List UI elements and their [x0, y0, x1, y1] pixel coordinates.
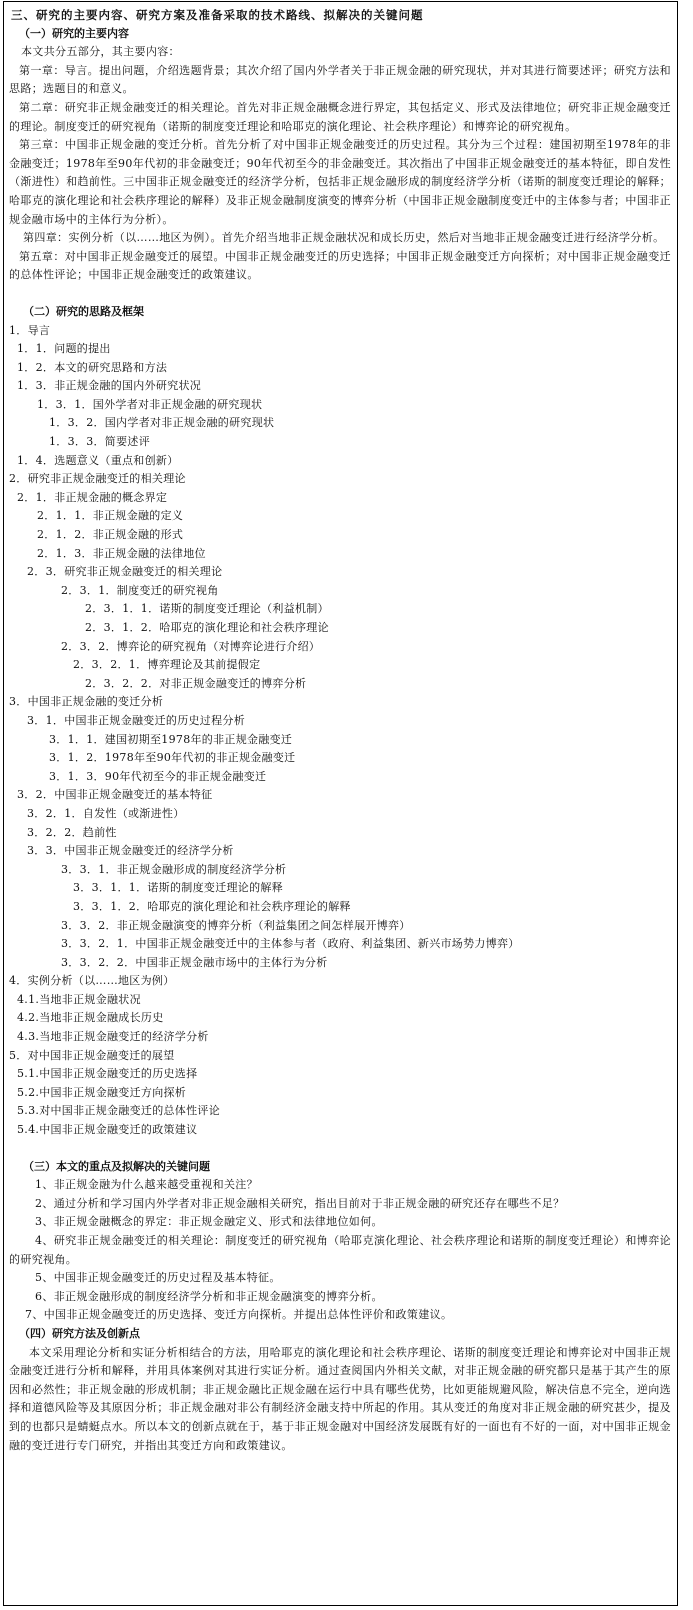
outline-item: 3．3．1．非正规金融形成的制度经济学分析: [61, 862, 287, 876]
outline-item: 3．中国非正规金融的变迁分析: [9, 695, 164, 709]
section-title: 三、研究的主要内容、研究方案及准备采取的技术路线、拟解决的关键问题: [11, 8, 424, 22]
methods-paragraph: 本文采用理论分析和实证分析相结合的方法，用哈耶克的演化理论和社会秩序理论、诺斯的制度变迁理论和博弈论对中国非正规金融变迁进行分析和解释，并用具体案例对其进行实证分析。通过查阅国内外相关文献，对非正规金融的研究都只是基于其产生的原因和必然性；非正规金融的形成机制；非正规金融比正规金融在运行中具有哪些优势，比如更能规避风险，解决信息不完全，逆向选择和道德风险等及其原因分析；非正规金融对非公有制经济金融支持中所起的作用。其从变迁的角度对非正规金融的研究甚少，提及到的也都只是蜻蜓点水。所以本文的创新点就在于，基于非正规金融对中国经济发展既有好的一面也有不好的一面，对中国非正规金融的变迁进行专门研究，并指出其变迁方向和政策建议。: [9, 1345, 671, 1452]
outline-item: 3．3．2．非正规金融演变的博弈分析（利益集团之间怎样展开博弈）: [61, 918, 411, 932]
outline-item: 1．3．2．国内学者对非正规金融的研究现状: [49, 416, 275, 430]
outline-item: 2．3．2．1．博弈理论及其前提假定: [73, 658, 261, 672]
outline-item: 1．3．非正规金融的国内外研究状况: [17, 379, 202, 393]
key-question-item: 2、通过分析和学习国内外学者对非正规金融相关研究，指出目前对于非正规金融的研究还存在哪些不足？: [35, 1196, 565, 1210]
outline-item: 3．3．1．2．哈耶克的演化理论和社会秩序理论的解释: [73, 899, 351, 913]
outline-item: 1．3．1．国外学者对非正规金融的研究现状: [37, 397, 263, 411]
outline-item: 3．1．中国非正规金融变迁的历史过程分析: [27, 713, 245, 727]
outline-item: 2．3．1．制度变迁的研究视角: [61, 583, 219, 597]
outline-item: 2．3．2．博弈论的研究视角（对博弈论进行介绍）: [61, 639, 321, 653]
outline-item: 3．2．中国非正规金融变迁的基本特征: [17, 788, 213, 802]
outline-item: 3．2．1．自发性（或渐进性）: [27, 806, 185, 820]
outline-item: 4.1.当地非正规金融状况: [17, 992, 141, 1006]
chapter1-paragraph: 第一章：导言。提出问题，介绍选题背景；其次介绍了国内外学者关于非正规金融的研究现状，并对其进行简要述评；研究方法和思路；选题目的和意义。: [9, 63, 671, 96]
key-question-item: 7、中国非正规金融变迁的历史选择、变迁方向探析。并提出总体性评价和政策建议。: [25, 1308, 453, 1322]
outline-item: 3．3．1．1．诺斯的制度变迁理论的解释: [73, 881, 283, 895]
outline-item: 2．研究非正规金融变迁的相关理论: [9, 472, 186, 486]
outline-item: 1．1．问题的提出: [17, 342, 111, 356]
chapter4-paragraph: 第四章：实例分析（以……地区为例）。首先介绍当地非正规金融状况和成长历史，然后对当地非正规金融变迁进行经济学分析。: [23, 231, 665, 245]
part2-heading: （二）研究的思路及框架: [23, 304, 144, 318]
outline-item: 3．1．2．1978年至90年代初的非正规金融变迁: [49, 751, 296, 765]
outline-item: 5.1.中国非正规金融变迁的历史选择: [17, 1067, 198, 1081]
outline-item: 2．1．3．非正规金融的法律地位: [37, 546, 206, 560]
chapter2-paragraph: 第二章：研究非正规金融变迁的相关理论。首先对非正规金融概念进行界定，其包括定义、形式及法律地位；研究非正规金融变迁的理论。制度变迁的研究视角（诺斯的制度变迁理论和哈耶克的演化理论、社会秩序理论）和博弈论的研究视角。: [9, 100, 671, 133]
outline-item: 2．1．非正规金融的概念界定: [17, 490, 168, 504]
outline-item: 1．4．选题意义（重点和创新）: [17, 453, 179, 467]
chapter5-paragraph: 第五章：对中国非正规金融变迁的展望。中国非正规金融变迁的历史选择；中国非正规金融变迁方向探析；对中国非正规金融变迁的总体性评论；中国非正规金融变迁的政策建议。: [9, 249, 671, 282]
outline-item: 5.4.中国非正规金融变迁的政策建议: [17, 1123, 198, 1137]
outline-item: 5．对中国非正规金融变迁的展望: [9, 1048, 175, 1062]
document-frame: [3, 1, 678, 1606]
outline-item: 2．3．1．2．哈耶克的演化理论和社会秩序理论: [85, 621, 329, 634]
outline-item: 2．3．研究非正规金融变迁的相关理论: [27, 565, 223, 579]
outline-item: 1．导言: [9, 323, 51, 337]
outline-item: 2．1．2．非正规金融的形式: [37, 528, 184, 542]
outline-item: 2．3．2．2．对非正规金融变迁的博弈分析: [85, 676, 307, 690]
outline-item: 3．3．2．2．中国非正规金融市场中的主体行为分析: [61, 955, 328, 969]
part1-heading: （一）研究的主要内容: [19, 26, 129, 40]
key-question-item: 6、非正规金融形成的制度经济学分析和非正规金融演变的博弈分析。: [35, 1289, 383, 1303]
outline-item: 3．1．3．90年代初至今的非正规金融变迁: [49, 769, 267, 783]
key-question-item: 3、非正规金融概念的界定：非正规金融定义、形式和法律地位如何。: [35, 1215, 383, 1229]
outline-item: 3．1．1．建国初期至1978年的非正规金融变迁: [49, 732, 293, 746]
key-question-item: 1、非正规金融为什么越来越受重视和关注？: [35, 1178, 258, 1192]
key-question-item: 5、中国非正规金融变迁的历史过程及基本特征。: [35, 1271, 281, 1285]
outline-item: 2．3．1．1．诺斯的制度变迁理论（利益机制）: [85, 602, 329, 616]
part3-heading: （三）本文的重点及拟解决的关键问题: [23, 1159, 210, 1173]
outline-list: [9, 322, 671, 1140]
outline-item: 4.3.当地非正规金融变迁的经济学分析: [17, 1030, 209, 1044]
part4-heading: （四）研究方法及创新点: [19, 1326, 140, 1340]
outline-item: 2．1．1．非正规金融的定义: [37, 509, 184, 523]
outline-item: 3．2．2．趋前性: [27, 825, 117, 839]
chapter3-paragraph: 第三章：中国非正规金融的变迁分析。首先分析了对中国非正规金融变迁的历史过程。其分为三个过程：建国初期至1978年的非金融变迁；1978年至90年代初的非金融变迁；90年代初至今的非金融变迁。其次指出了中国非正规金融变迁的基本特征，即自发性（渐进性）和趋前性。三中国非正规金融变迁的经济学分析，包括非正规金融形成的制度经济学分析（诺斯的制度变迁理论的解释；哈耶克的演化理论和社会秩序理论的解释）及非正规金融制度演变的博弈分析（中国非正规金融制度变迁中的主体参与者；中国非正规金融市场中的主体行为分析）。: [9, 138, 671, 226]
outline-item: 4．实例分析（以……地区为例）: [9, 974, 175, 988]
outline-item: 5.3.对中国非正规金融变迁的总体性评论: [17, 1104, 220, 1118]
key-question-item: 4、研究非正规金融变迁的相关理论：制度变迁的研究视角（哈耶克演化理论、社会秩序理论和诺斯的制度变迁理论）和博弈论的研究视角。: [9, 1234, 671, 1266]
part1-intro: 本文共分五部分，其主要内容：: [21, 45, 180, 59]
outline-item: 3．3．2．1．中国非正规金融变迁中的主体参与者（政府、利益集团、新兴市场势力博弈）: [61, 937, 520, 951]
outline-item: 1．3．3．简要述评: [49, 435, 150, 449]
outline-item: 3．3．中国非正规金融变迁的经济学分析: [27, 844, 234, 858]
outline-item: 5.2.中国非正规金融变迁方向探析: [17, 1085, 187, 1099]
outline-item: 1．2．本文的研究思路和方法: [17, 360, 168, 374]
outline-item: 4.2.当地非正规金融成长历史: [17, 1011, 164, 1025]
